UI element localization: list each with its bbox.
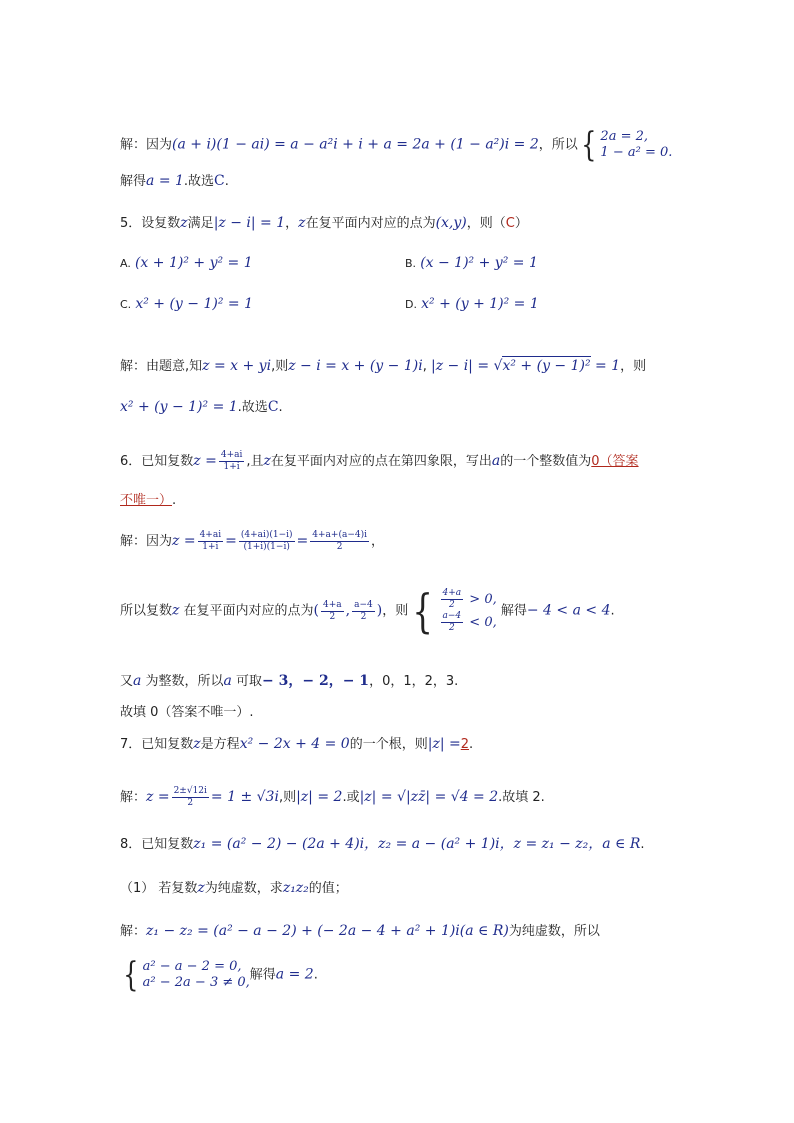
math-expression: a = 1 [146,173,184,189]
math-expression: = 1 ± √3i [210,788,279,805]
math-expression: x² + (y − 1)² = 1 [135,296,253,312]
system-row [439,588,497,611]
denominator: 2 [448,622,455,633]
paren: ) [376,602,383,619]
text: .故选 [237,400,268,415]
fraction [310,530,369,553]
math-expression: (a + i)(1 − ai) = a − a²i + i + a = 2a + (1 − a²)i = 2 [172,136,539,153]
text: 为整数，所以 [141,674,224,689]
text: 5．设复数 [120,216,181,231]
q4-solution-line1 [120,125,673,165]
numerator: 4+a+(a−4)i [312,530,367,540]
q6-solution-line2 [120,584,615,638]
answer: 0（答案 [591,453,639,469]
text: . [640,837,645,852]
math-expression: x² + (y + 1)² = 1 [421,296,539,312]
fraction [198,530,224,553]
numerator: 4+a [442,588,462,599]
q4-solution-line2 [120,173,229,190]
text: 为纯虚数，求 [204,881,283,896]
option-label: C. [120,298,132,311]
text: 解：由题意,知 [120,359,203,374]
fraction [321,600,344,623]
answer: 不唯一） [120,493,173,508]
math-expression: z = [146,788,170,805]
text: ，所以 [538,137,578,153]
text: 是方程 [200,737,240,752]
equation-system: { 2a = 2, 1 − a² = 0. [581,125,673,165]
math-expression: x² + (y − 1)² = 1 [120,399,238,415]
text: , [422,359,427,374]
denominator: 2 [360,611,367,622]
q6-stem [120,450,639,473]
numerator: a−4 [354,599,373,610]
math-expression: z₁ − z₂ = (a² − a − 2) + (− 2a − 4 + a² + 1)i(a ∈ R) [146,923,509,939]
math-expression: |z| = √|zz̄| = √4 = 2 [359,788,499,805]
system-row [439,611,497,634]
math-expression: z − i = x + (y − 1)i [288,358,423,374]
text: 6．已知复数 [120,453,194,469]
var: z [298,215,306,231]
math-expression: |z − i| = 1 [213,215,286,231]
math-expression: a = 2 [275,966,314,983]
denominator: 1+i [223,461,240,472]
comma: , [345,602,351,619]
numerator: 4+ai [199,530,222,540]
system-row: 1 − a² = 0. [600,145,673,160]
var: z [197,880,205,896]
paren: ( [313,602,320,619]
denominator: 2 [329,611,336,622]
option-label: D. [405,298,417,311]
relation: < 0, [465,614,497,630]
text: 可取 [231,674,263,689]
equation-system: { a² − a − 2 = 0, a² − 2a − 3 ≠ 0, [123,955,250,995]
text: ,则 [271,359,289,374]
q5-solution-line1 [120,358,646,375]
fraction [219,450,245,473]
equals: = [225,532,237,549]
text: ， [370,533,384,549]
math-expression: z₁ = (a² − 2) − (2a + 4)i，z₂ = a − (a² + 1)i，z = z₁ − z₂，a ∈ R [193,836,641,852]
text: . [469,737,474,752]
text: 为纯虚数，所以 [508,924,600,939]
math-expression: x² + (y − 1)² [502,358,591,374]
text: 解：因为 [120,533,173,549]
system-row: a² − a − 2 = 0, [142,958,242,974]
text: ，则 [620,359,647,374]
text: . [172,493,177,508]
q6-solution-line4: 故填 0（答案不唯一）. [120,705,254,720]
math-expression: z = [193,452,217,469]
math-expression: |z| = 2 [296,788,343,805]
answer: 2 [460,737,470,752]
numerator: (4+ai)(1−i) [240,530,293,540]
system-row: 2a = 2, [600,128,649,144]
var: z [172,602,180,619]
text: ,且 [246,453,264,469]
q8-stem [120,836,645,853]
var: z [263,452,271,469]
denominator: (1+i)(1−i) [243,541,290,552]
text: 在复平面内对应的点为 [179,603,314,619]
denominator: 1+i [202,541,219,552]
q8-subquestion-1 [120,880,348,897]
option-b [405,255,538,271]
var: a [223,673,232,689]
text: 的值； [308,881,348,896]
denominator: 2 [187,797,194,808]
text: 在复平面内对应的点为 [305,216,436,231]
var: a [491,452,501,469]
numerator: 2±√12i [173,786,207,796]
text: 所以复数 [120,603,173,619]
text: .故选 [183,174,215,189]
text: 解得 [249,967,276,983]
math-expression: − 4 < a < 4 [526,602,611,619]
sqrt-sign: √ [493,358,503,374]
text: 解： [120,924,147,939]
text: ， [285,216,299,231]
q5-solution-line2 [120,399,283,416]
numerator: 4+a [323,599,342,610]
q6-solution-line3 [120,673,458,690]
math-expression: z = x + yi [202,358,272,374]
text: ） [514,216,528,231]
text: .或 [342,789,360,805]
text: 满足 [187,216,214,231]
system-row: a² − 2a − 3 ≠ 0, [142,975,250,990]
text: 7．已知复数 [120,737,194,752]
math-expression: (x − 1)² + y² = 1 [420,255,538,271]
text: 解：因为 [120,137,173,153]
option-a [120,255,253,271]
relation: > 0, [465,592,497,608]
text: ，则（ [466,216,506,231]
math-expression: |z| = [427,736,461,752]
q8-solution-line2 [120,955,318,995]
text: 的一个根，则 [349,737,428,752]
denominator: 2 [448,600,455,611]
var: z [193,736,201,752]
text: .故填 2. [498,789,545,805]
text: 在复平面内对应的点在第四象限，写出 [270,453,492,469]
math-expression: z₁z₂ [282,880,309,896]
text: ，0，1，2，3. [369,674,459,689]
q7-solution [120,786,545,809]
q7-stem [120,736,473,753]
text: 解得 [500,603,527,619]
fraction [239,530,295,553]
text: . [224,174,229,189]
math-expression: (x,y) [435,215,467,231]
text: 8．已知复数 [120,837,194,852]
option-c [120,296,253,312]
text: 的一个整数值为 [500,453,592,469]
text: . [313,967,318,983]
fraction [352,600,375,623]
text: 解： [120,789,147,805]
option-d [405,296,539,312]
numerator: a−4 [442,611,462,621]
math-expression: (x + 1)² + y² = 1 [134,255,253,271]
equals: = [296,532,309,549]
var: a [133,673,142,689]
text: 又 [120,674,134,689]
q6-solution-line1 [120,530,384,553]
choice: C [214,173,225,189]
text: ,则 [278,789,297,805]
math-expression: x² − 2x + 4 = 0 [239,736,350,752]
text: ，则 [382,603,409,619]
q6-stem-line2 [120,493,176,509]
option-label: A. [120,257,131,270]
text: （1） 若复数 [120,881,198,896]
text: 解得 [120,174,147,189]
math-expression: − 3，− 2，− 1 [262,673,370,689]
var: z [180,215,188,231]
math-expression: z = [172,532,196,549]
q8-solution-line1 [120,923,600,940]
numerator: 4+ai [220,450,243,460]
answer: C [505,216,515,231]
math-expression: |z − i| = [430,358,494,374]
text: . [610,603,615,619]
inequality-system: { $\frac{4+a}{2}$ > 0, $\frac{a-4}{2}$ < 0, [412,584,497,638]
fraction [172,786,209,809]
text: . [278,400,283,415]
q5-stem [120,215,528,232]
fraction [441,588,464,611]
fraction [441,611,464,634]
choice: C [267,399,279,415]
denominator: 2 [336,541,343,552]
option-label: B. [405,257,417,270]
math-expression: = 1 [590,358,621,374]
